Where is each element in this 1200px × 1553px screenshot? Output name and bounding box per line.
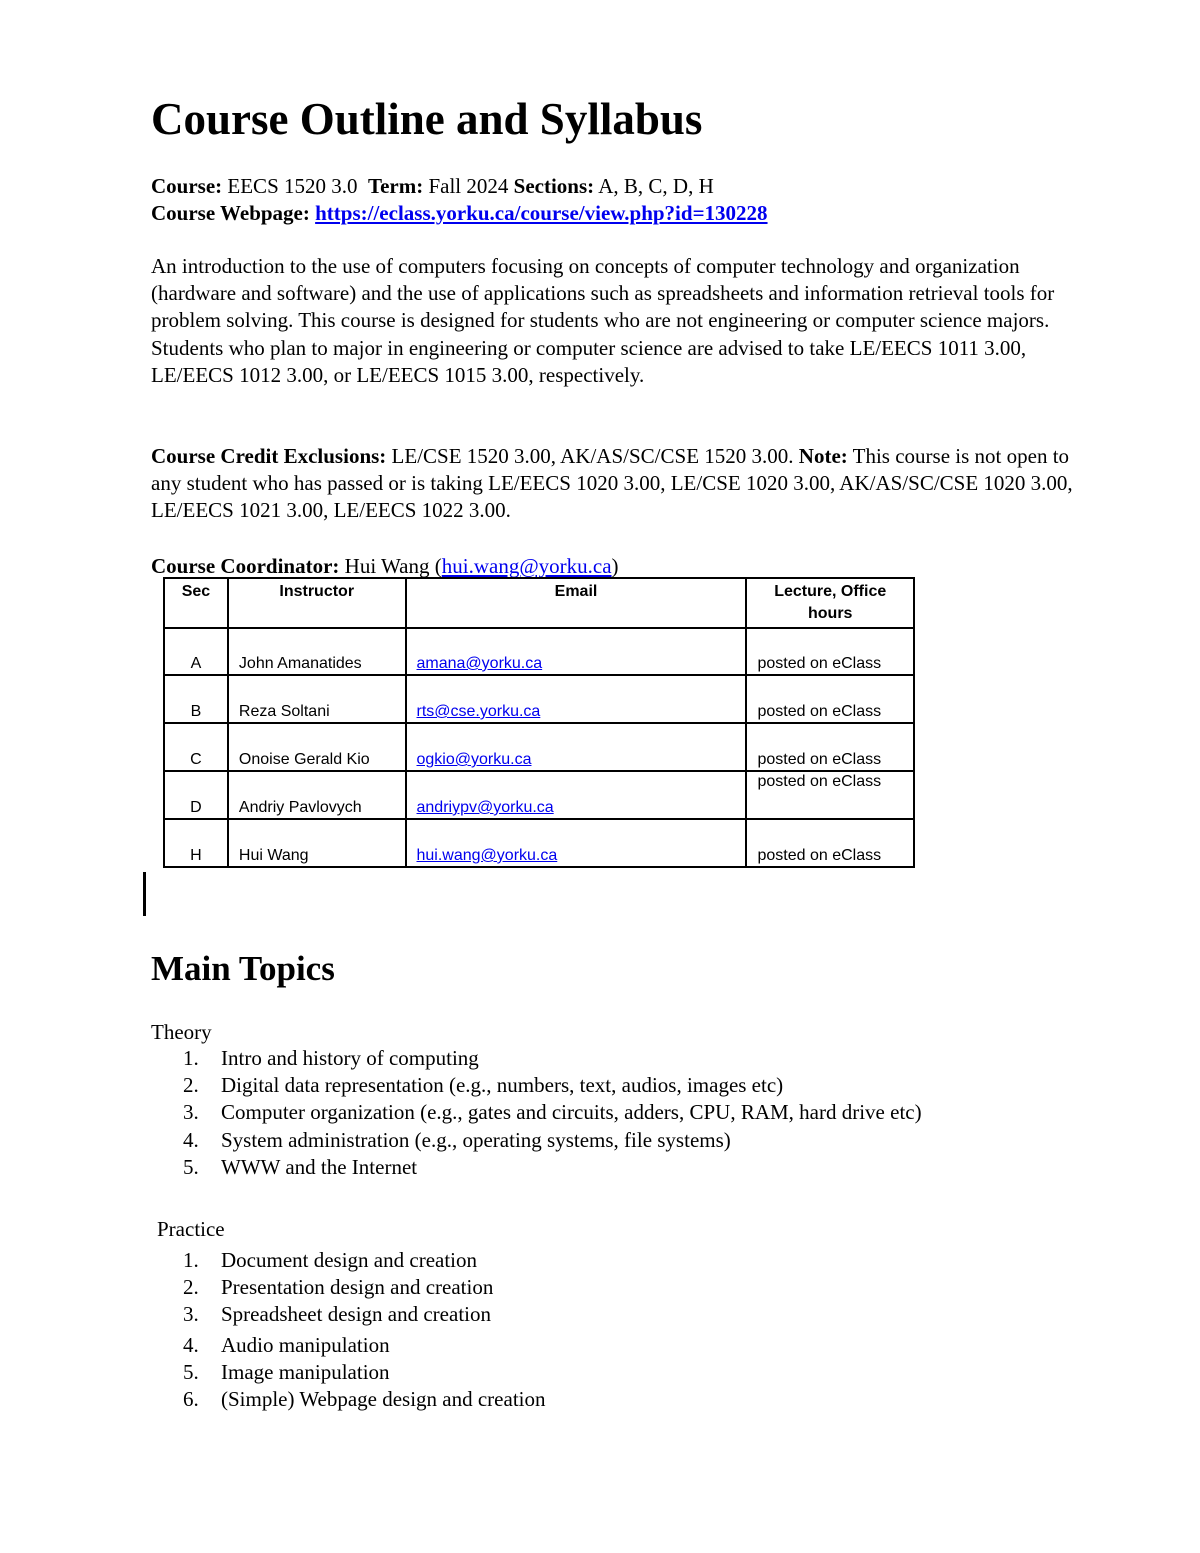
page-title: Course Outline and Syllabus: [151, 94, 703, 144]
hours-cell: posted on eClass: [746, 819, 914, 867]
webpage-label: Course Webpage:: [151, 201, 310, 225]
practice-list: [151, 1247, 1051, 1413]
course-label: Course:: [151, 174, 223, 198]
hours-cell: posted on eClass: [746, 771, 914, 819]
instructor-email-link[interactable]: amana@yorku.ca: [416, 655, 543, 672]
list-item: 1. Intro and history of computing: [183, 1046, 479, 1070]
theory-list: [151, 1045, 1051, 1181]
course-webpage-link[interactable]: https://eclass.yorku.ca/course/view.php?id=130228: [315, 201, 768, 225]
list-item: 5. WWW and the Internet: [183, 1154, 418, 1179]
email-cell: [406, 723, 747, 771]
credit-exclusions: [151, 443, 1086, 525]
instructor-email-link[interactable]: hui.wang@yorku.ca: [416, 847, 558, 864]
course-coordinator-line: Course Coordinator: Hui Wang (hui.wang@yorku.ca): [151, 554, 619, 578]
sec-cell: C: [164, 723, 228, 771]
instructors-table: [163, 577, 915, 868]
text-cursor: [143, 872, 146, 916]
sections-label: Sections:: [513, 174, 595, 198]
table-header-row: [164, 578, 914, 628]
sec-cell: H: [164, 819, 228, 867]
coordinator-name: Hui Wang: [344, 554, 430, 578]
list-item: 3. Computer organization (e.g., gates and circuits, adders, CPU, RAM, hard drive etc): [183, 1100, 922, 1125]
theory-label: Theory: [151, 1020, 212, 1044]
hours-cell: posted on eClass: [746, 723, 914, 771]
main-topics-heading: Main Topics: [151, 949, 335, 988]
list-item: 6. (Simple) Webpage design and creation: [183, 1386, 546, 1411]
list-item: 2. Digital data representation (e.g., numbers, text, audios, images etc): [183, 1073, 784, 1098]
instructor-cell: Onoise Gerald Kio: [228, 723, 406, 771]
instructor-cell: John Amanatides: [228, 628, 406, 675]
instructor-cell: Hui Wang: [228, 819, 406, 867]
coordinator-label: Course Coordinator:: [151, 554, 340, 578]
course-info-line: [151, 173, 714, 199]
instructor-email-link[interactable]: rts@cse.yorku.ca: [416, 703, 541, 720]
list-item: 1. Document design and creation: [183, 1248, 477, 1272]
table-row: [164, 819, 914, 867]
coordinator-email-link[interactable]: hui.wang@yorku.ca: [441, 554, 612, 578]
email-cell: [406, 771, 747, 819]
list-item: 3. Spreadsheet design and creation: [183, 1302, 491, 1327]
sections-value: A, B, C, D, H: [598, 174, 714, 198]
table-row: [164, 628, 914, 675]
exclusions-label: Course Credit Exclusions:: [151, 444, 387, 468]
course-value: EECS 1520 3.0: [227, 174, 358, 198]
instructor-cell: Andriy Pavlovych: [228, 771, 406, 819]
practice-label: Practice: [157, 1217, 225, 1241]
term-label: Term:: [368, 174, 424, 198]
sec-cell: A: [164, 628, 228, 675]
instructor-email-link[interactable]: andriypv@yorku.ca: [416, 799, 554, 816]
course-description: An introduction to the use of computers focusing on concepts of computer technology and organization (hardware and software) and the use of applications such as spreadsheets and information retrieval tools for problem solving. This course is designed for students who are not engineering or computer science majors. Students who plan to major in engineering or computer science are advised to take LE/EECS 1011 3.00, LE/EECS 1012 3.00, or LE/EECS 1015 3.00, respectively.: [151, 254, 1055, 387]
course-webpage-line: [151, 200, 768, 226]
instructor-email-link[interactable]: ogkio@yorku.ca: [416, 751, 532, 768]
header-hours: Lecture, Office hours: [746, 578, 914, 628]
note-label: Note:: [798, 444, 848, 468]
hours-cell: posted on eClass: [746, 675, 914, 723]
table-row: [164, 723, 914, 771]
note-text: This course is not open to any student who has passed or is taking LE/EECS 1020 3.00, LE/CSE 1020 3.00, AK/AS/SC/CSE 1020 3.00, LE/EECS 1021 3.00, LE/EECS 1022 3.00.: [151, 444, 1073, 523]
exclusions-text: LE/CSE 1520 3.00, AK/AS/SC/CSE 1520 3.00.: [391, 444, 794, 468]
header-email: Email: [406, 578, 747, 628]
list-item: 4. Audio manipulation: [183, 1332, 390, 1357]
table-row: [164, 675, 914, 723]
email-cell: [406, 675, 747, 723]
sec-cell: B: [164, 675, 228, 723]
list-item: 5. Image manipulation: [183, 1359, 390, 1384]
header-sec: Sec: [164, 578, 228, 628]
hours-cell: posted on eClass: [746, 628, 914, 675]
header-instructor: Instructor: [228, 578, 406, 628]
email-cell: [406, 628, 747, 675]
sec-cell: D: [164, 771, 228, 819]
list-item: 4. System administration (e.g., operating systems, file systems): [183, 1127, 731, 1152]
term-value: Fall 2024: [428, 174, 509, 198]
email-cell: [406, 819, 747, 867]
table-row: [164, 771, 914, 819]
list-item: 2. Presentation design and creation: [183, 1275, 494, 1300]
instructor-cell: Reza Soltani: [228, 675, 406, 723]
